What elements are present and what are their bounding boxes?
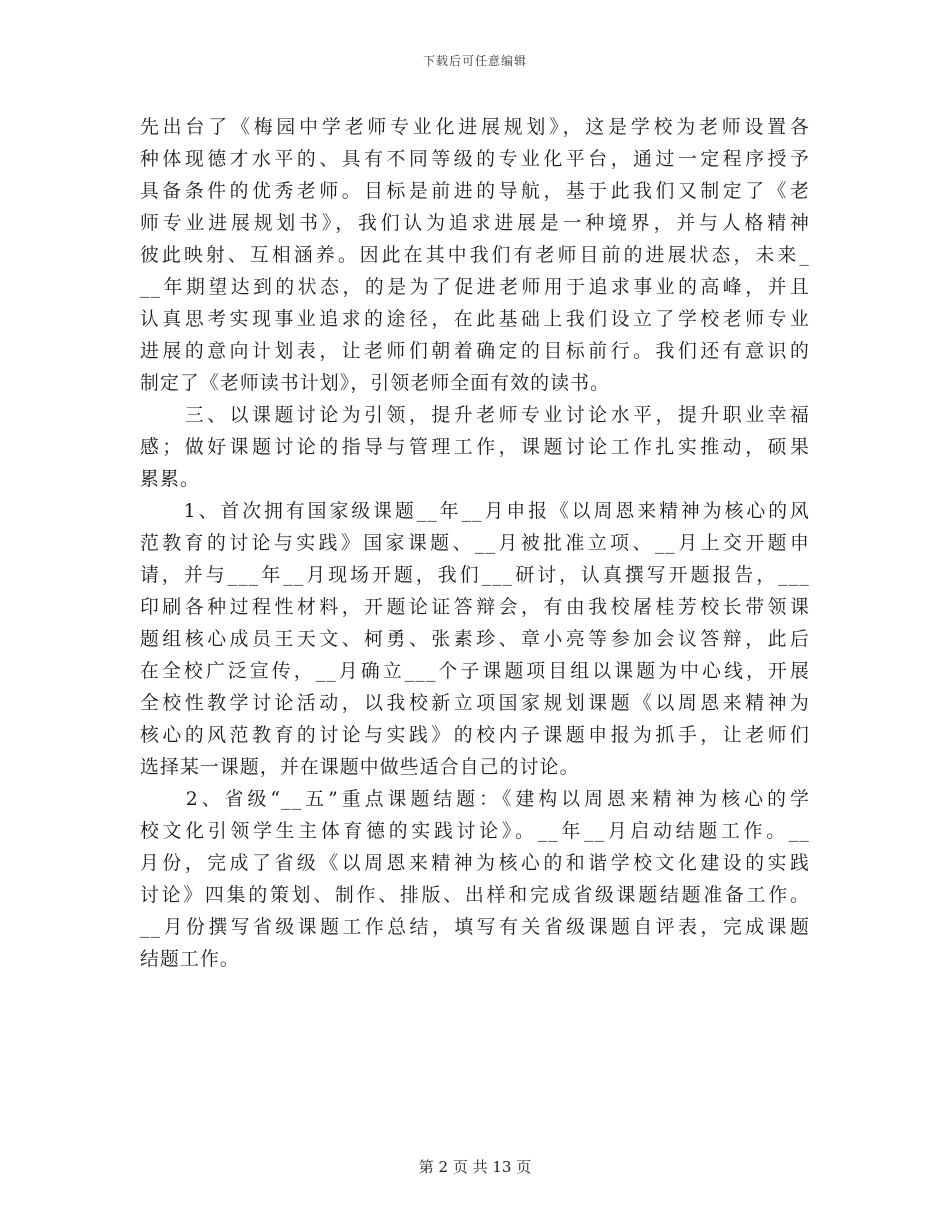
text-line: 进展的意向计划表，让老师们朝着确定的目标前行。我们还有意识的 — [140, 341, 810, 362]
text-line: 认真思考实现事业追求的途径，在此基础上我们设立了学校老师专业 — [140, 309, 810, 330]
text-line: 结题工作。 — [140, 949, 240, 970]
text-line: 感；做好课题讨论的指导与管理工作，课题讨论工作扎实推动，硕果 — [140, 437, 810, 458]
text-line: 累累。 — [140, 469, 200, 490]
text-line: __年期望达到的状态，的是为了促进老师用于追求事业的高峰，并且 — [140, 277, 810, 298]
page-number: 第 2 页 共 13 页 — [418, 1158, 532, 1176]
text-line: 全校性教学讨论活动，以我校新立项国家规划课题《以周恩来精神为 — [140, 693, 810, 714]
text-line: __月份撰写省级课题工作总结，填写有关省级课题自评表，完成课题 — [140, 917, 810, 938]
text-line: 彼此映射、互相涵养。因此在其中我们有老师目前的进展状态，未来_ — [140, 245, 810, 266]
text-line: 2、省级“__五”重点课题结题：《建构以周恩来精神为核心的学 — [140, 789, 810, 810]
text-line: 题组核心成员王天文、柯勇、张素珍、章小亮等参加会议答辩，此后 — [140, 629, 810, 650]
text-line: 印刷各种过程性材料，开题论证答辩会，有由我校屠桂芳校长带领课 — [140, 597, 810, 618]
text-line: 月份，完成了省级《以周恩来精神为核心的和谐学校文化建设的实践 — [140, 853, 810, 874]
text-line: 制定了《老师读书计划》，引领老师全面有效的读书。 — [140, 373, 611, 394]
text-line: 具备条件的优秀老师。目标是前进的导航，基于此我们又制定了《老 — [140, 181, 810, 202]
text-line: 三、以课题讨论为引领，提升老师专业讨论水平，提升职业幸福 — [140, 405, 810, 426]
text-line: 师专业进展规划书》，我们认为追求进展是一种境界，并与人格精神 — [140, 213, 810, 234]
text-line: 核心的风范教育的讨论与实践》的校内子课题申报为抓手，让老师们 — [140, 725, 810, 746]
text-line: 1、首次拥有国家级课题__年__月申报《以周恩来精神为核心的风 — [140, 501, 810, 522]
text-line: 校文化引领学生主体育德的实践讨论》。__年__月启动结题工作。__ — [140, 821, 810, 842]
page-header: 下载后可任意编辑 — [422, 54, 527, 68]
text-line: 选择某一课题，并在课题中做些适合自己的讨论。 — [140, 757, 580, 778]
text-line: 先出台了《梅园中学老师专业化进展规划》，这是学校为老师设置各 — [140, 117, 810, 138]
text-line: 在全校广泛宣传，__月确立___个子课题项目组以课题为中心线，开展 — [140, 661, 810, 682]
text-line: 种体现德才水平的、具有不同等级的专业化平台，通过一定程序授予 — [140, 149, 810, 170]
document-body — [140, 112, 810, 976]
text-line: 范教育的讨论与实践》国家课题、__月被批准立项、__月上交开题申 — [140, 533, 810, 554]
text-line: 请，并与___年__月现场开题，我们___研讨，认真撰写开题报告，___ — [140, 565, 810, 586]
text-line: 讨论》四集的策划、制作、排版、出样和完成省级课题结题准备工作。 — [140, 885, 810, 906]
